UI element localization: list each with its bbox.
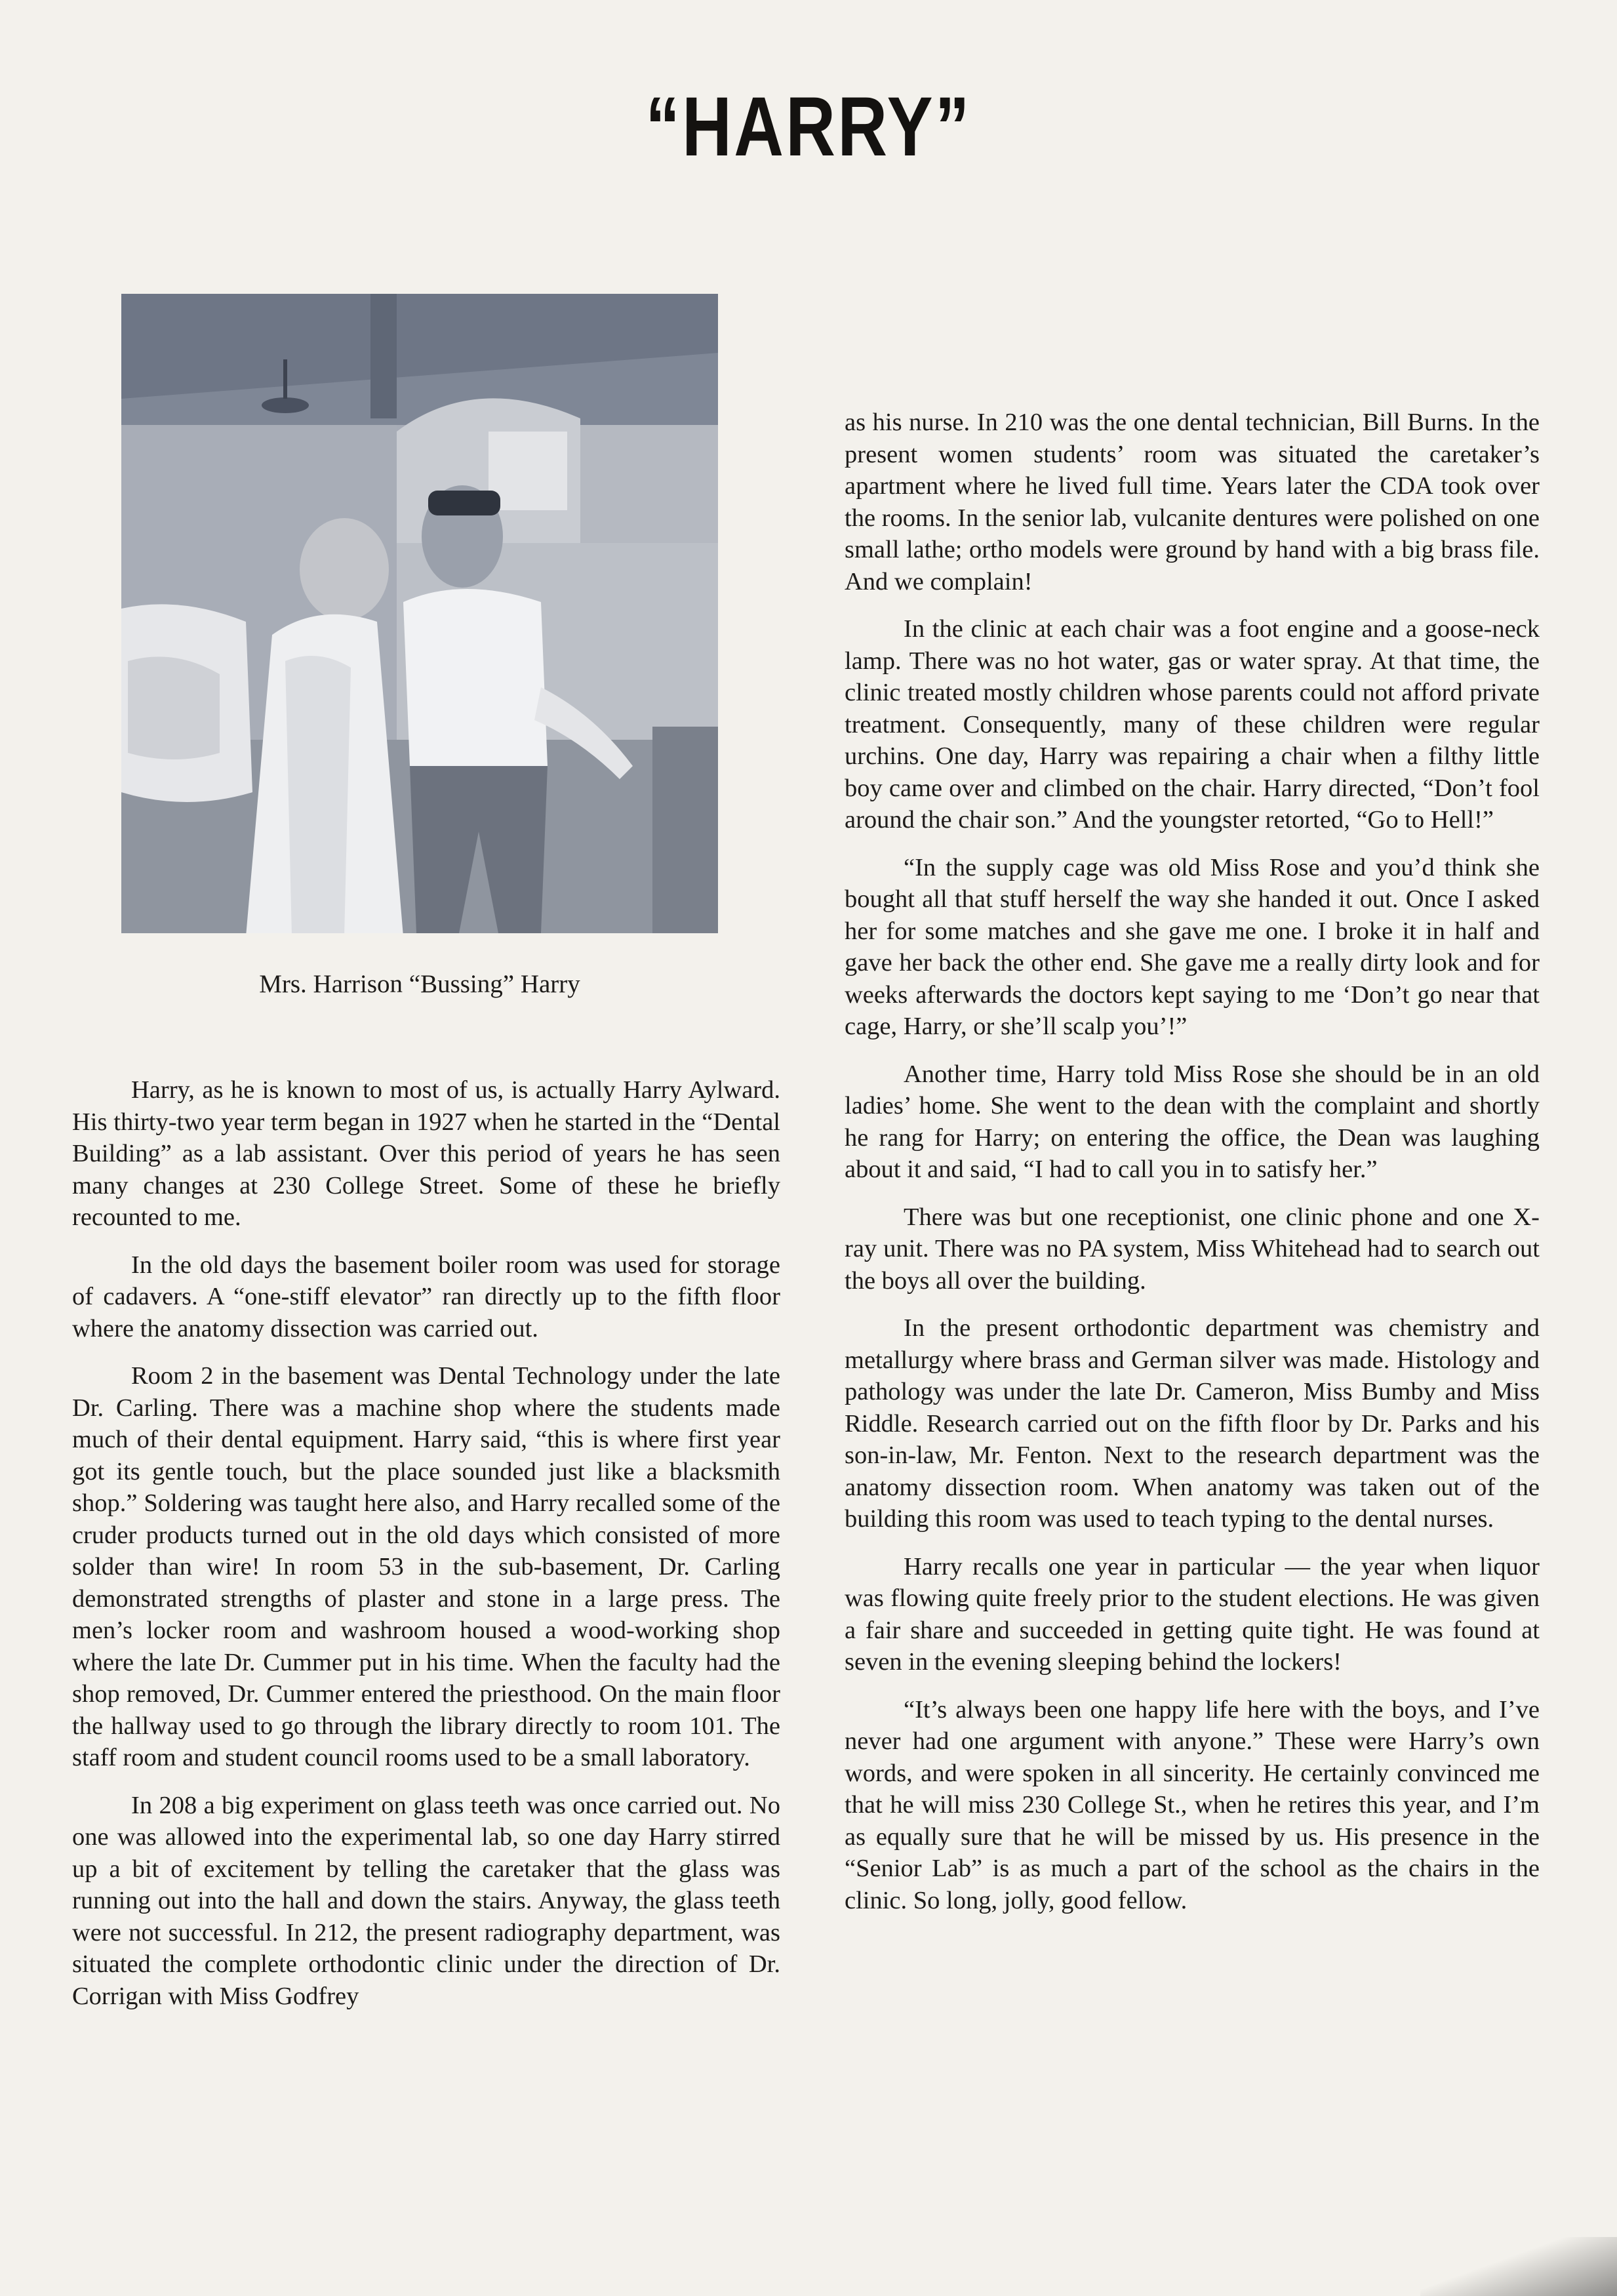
paragraph: Room 2 in the basement was Dental Technology under the late Dr. Carling. There was a machine shop where the students made much of their dental equipment. Harry said, “this is where first year got its gentle touch, but the place sounded just like a blacksmith shop.” Soldering was taught here also, and Harry recalled some of the cruder products turned out in the old days which consisted of more solder than wire! In room 53 in the sub-basement, Dr. Carling demonstrated strengths of plaster and stone in a large press. The men’s locker room and washroom housed a wood-working shop where the late Dr. Cummer put in his time. When the faculty had the shop removed, Dr. Cummer entered the priesthood. On the main floor the hallway used to go through the library directly to room 101. The staff room and student council rooms used to be a small laboratory. [72,1362,780,1771]
paragraph: Harry, as he is known to most of us, is actually Harry Aylward. His thirty-two year term began in 1927 when he started in the “Dental Building” as a lab assistant. Over this period of years he has seen many changes at 230 College Street. Some of these he briefly recounted to me. [72,1076,780,1231]
paragraph: In the present orthodontic department was chemistry and metallurgy where brass and German silver was made. Histology and pathology was under the late Dr. Cameron, Miss Bumby and Miss Riddle. Research carried out on the fifth floor by Dr. Parks and his son-in-law, Mr. Fenton. Next to the research department was the anatomy dissection room. When anatomy was taken out of the building this room was used to teach typing to the dental nurses. [845,1314,1540,1533]
paragraph: Another time, Harry told Miss Rose she should be in an old ladies’ home. She went to the dean with the complaint and shortly he rang for Harry; on entering the office, the Dean was laughing about it and said, “I had to call you in to satisfy her.” [845,1060,1540,1183]
paragraph: “In the supply cage was old Miss Rose and you’d think she bought all that stuff herself the way she handed it out. Once I asked her for some matches and she gave me one. I broke it in half and gave her back the other end. She gave me a really dirty look and for weeks afterwards the doctors kept saying to me ‘Don’t go near that cage, Harry, or she’ll scalp you’!” [845,853,1540,1040]
photograph [121,294,718,933]
paragraph: as his nurse. In 210 was the one dental technician, Bill Burns. In the present women students’ room was situated the caretaker’s apartment where he lived full time. Years later the CDA took over the rooms. In the senior lab, vulcanite dentures were polished on one small lathe; ortho models were ground by hand with a big brass file. And we complain! [845,409,1540,595]
photo-caption: Mrs. Harrison “Bussing” Harry [259,970,580,998]
paragraph: “It’s always been one happy life here with the boys, and I’ve never had one argument with anyone.” These were Harry’s own words, and were spoken in all sincerity. He certainly convinced me that he will miss 230 College St., when he retires this year, and I’m as equally sure that he will be missed by us. His presence in the “Senior Lab” is as much a part of the school as the chairs in the clinic. So long, jolly, good fellow. [845,1695,1540,1914]
paragraph: Harry recalls one year in particular — the year when liquor was flowing quite freely prior to the student elections. He was given a fair share and succeeded in getting quite tight. He was found at seven in the evening sleeping behind the lockers! [845,1552,1540,1676]
article-right-column [845,407,1540,1932]
page-edge-shadow [1420,2237,1617,2296]
article-left-column [72,1074,780,2028]
paragraph: In 208 a big experiment on glass teeth was once carried out. No one was allowed into the experimental lab, so one day Harry stirred up a bit of excitement by telling the caretaker that the glass was running out into the hall and down the stairs. Anyway, the glass teeth were not successful. In 212, the present radiography department, was situated the complete orthodontic clinic under the direction of Dr. Corrigan with Miss Godfrey [72,1791,780,2010]
paragraph: In the old days the basement boiler room was used for storage of cadavers. A “one-stiff elevator” ran directly up to the fifth floor where the anatomy dissection was carried out. [72,1251,780,1342]
photograph-illustration [121,294,718,933]
paragraph: In the clinic at each chair was a foot engine and a goose-neck lamp. There was no hot water, gas or water spray. At that time, the clinic treated mostly children whose parents could not afford private treatment. Consequently, many of these children were regular urchins. One day, Harry was repairing a chair when a filthy little boy came over and climbed on the chair. Harry directed, “Don’t fool around the chair son.” And the youngster retorted, “Go to Hell!” [845,615,1540,834]
paragraph: There was but one receptionist, one clinic phone and one X-ray unit. There was no PA system, Miss Whitehead had to search out the boys all over the building. [845,1203,1540,1295]
page-title: “HARRY” [645,80,972,174]
